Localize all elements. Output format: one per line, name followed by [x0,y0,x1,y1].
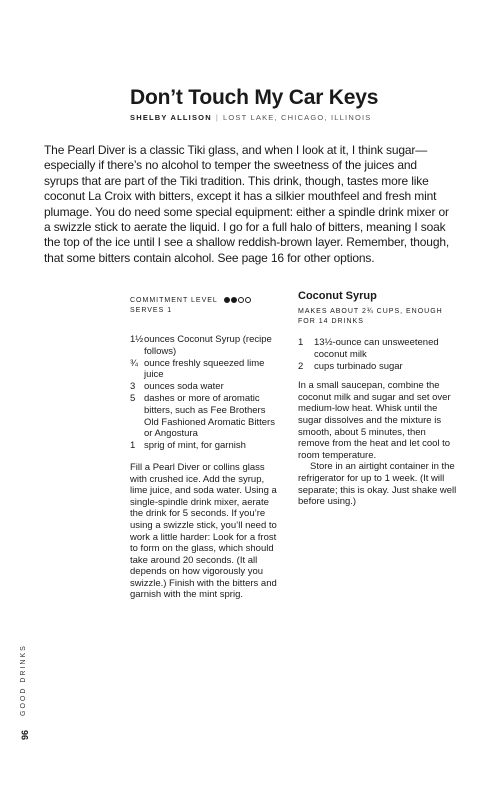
commitment-dot-filled [231,297,237,303]
ingredient-qty: 1 [298,337,304,348]
ingredient-item [130,440,280,452]
ingredient-text: ounces Coconut Syrup (recipe follows) [144,334,272,357]
author-location: LOST LAKE, CHICAGO, ILLINOIS [222,113,372,122]
ingredient-qty: 1½ [130,334,144,345]
commitment-dots [224,297,251,303]
recipe-column [130,296,280,601]
ingredient-item [130,358,280,381]
commitment-level [130,296,280,306]
ingredient-text: ounces soda water [144,381,224,393]
ingredient-qty: 3 [130,381,136,393]
byline-separator: | [215,113,219,122]
commitment-label: COMMITMENT LEVEL [130,297,218,304]
ingredient-item [130,334,280,357]
ingredient-text: sprig of mint, for garnish [144,440,246,452]
subrecipe-method-1: In a small saucepan, combine the coconut milk and sugar and set over medium-low heat. Whisk until the sugar dissolves and the mixture is smooth, about 5 minutes, then remove from the heat and let cool to room temperature. [298,380,451,461]
ingredient-text: 13½-ounce can unsweetened coconut milk [314,337,439,360]
serves: SERVES 1 [130,307,173,314]
subrecipe-method-2: Store in an airtight container in the refrigerator for up to 1 week. (It will separate; this is okay. Just shake well before using.) [298,461,457,508]
running-head: GOOD DRINKS [20,644,27,716]
ingredient-qty: 1 [130,440,136,452]
ingredient-text: dashes or more of aromatic bitters, such as Fee Brothers Old Fashioned Aromatic Bitters or Angostura [144,393,275,440]
recipe-method: Fill a Pearl Diver or collins glass with crushed ice. Add the syrup, lime juice, and soda water. Using a single-spindle drink mixer, aerate the drink for 5 seconds. If you’re using a swizzle stick, you’ll need to work a little harder: Look for a frost to form on the glass, which should take around 20 seconds. (It all depends on how vigorously you swizzle.) Finish with the bitters and garnish with the mint sprig. [130,461,277,601]
subrecipe-title: Coconut Syrup [298,290,377,302]
ingredient-item [298,361,458,373]
subrecipe-ingredient-list [298,337,458,372]
commitment-dot-empty [238,297,244,303]
recipe-title: Don’t Touch My Car Keys [130,86,379,109]
page-number: 96 [20,729,30,740]
ingredient-qty: ¾ [130,357,138,369]
ingredient-text: cups turbinado sugar [314,360,403,372]
recipe-intro: The Pearl Diver is a classic Tiki glass, and when I look at it, I think sugar—especially if there’s no alcohol to temper the sweetness of the juices and syrups that are part of the Tiki tradition. This drink, though, tastes more like coconut La Croix with bitters, except it has a silkier mouthfeel and fresh mint plumage. You do need some special equipment: either a spindle drink mixer or a swizzle stick to aerate the liquid. I go for a full halo of bitters, meaning I soak the top of the ice until I see a shallow reddish-brown layer. Remember, though, that some bitters contain alcohol. See page 16 for other options. [44,143,450,265]
commitment-dot-filled [224,297,230,303]
ingredient-text: ounce freshly squeezed lime juice [144,357,265,381]
ingredient-list [130,334,280,452]
recipe-byline [130,113,371,122]
commitment-dot-empty [245,297,251,303]
ingredient-qty: 5 [130,393,136,405]
ingredient-item [298,337,458,360]
ingredient-qty: 2 [298,360,304,372]
ingredient-item [130,381,280,393]
ingredient-item [130,393,280,439]
subrecipe-yield: MAKES ABOUT 2¾ CUPS, ENOUGH FOR 14 DRINKS [298,308,443,325]
subrecipe-column [298,290,458,508]
author-name: SHELBY ALLISON [130,113,212,122]
